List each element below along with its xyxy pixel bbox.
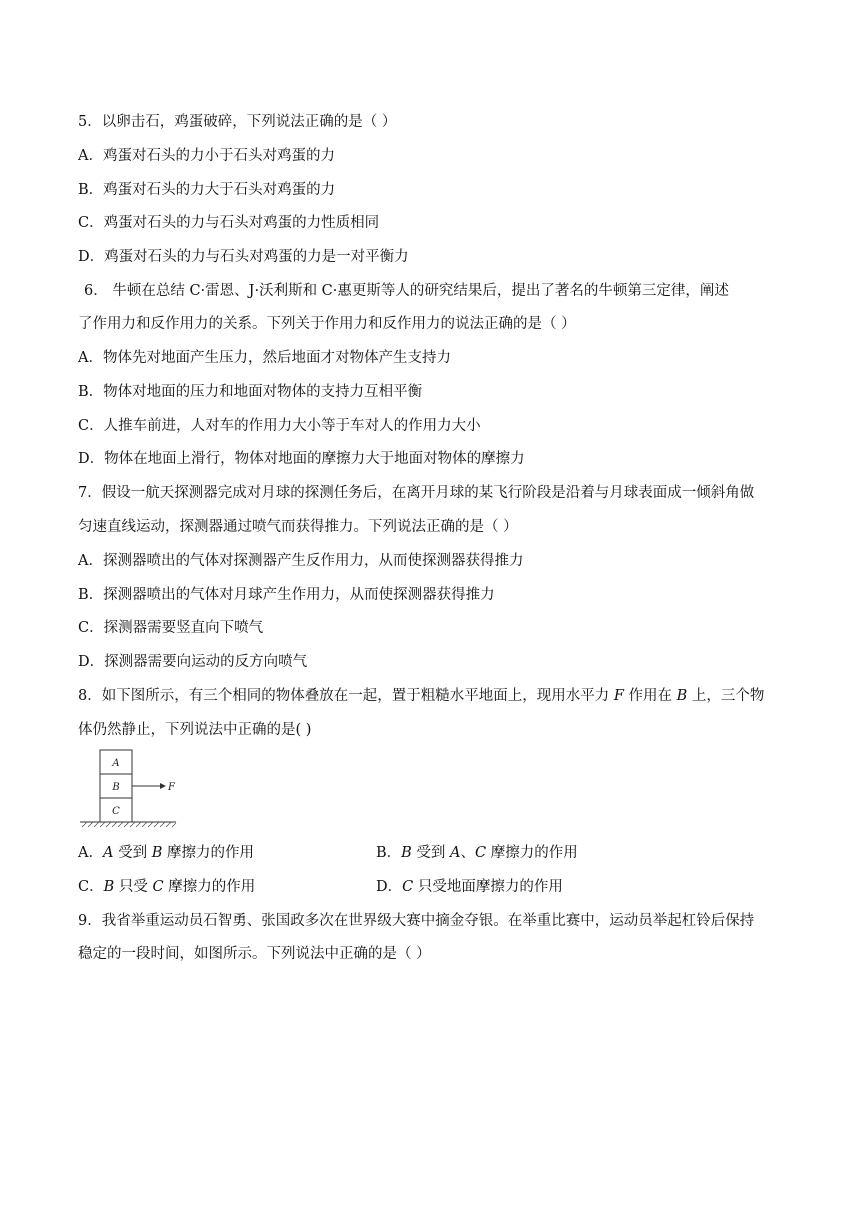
question-8-option-b xyxy=(376,843,578,863)
q8-option-text: A． xyxy=(78,845,103,861)
question-5-option-b: B．鸡蛋对石头的力大于石头对鸡蛋的力 xyxy=(78,182,336,198)
q8-option-text: 受到 xyxy=(411,845,451,861)
q8-option-var: A xyxy=(102,845,114,861)
question-8-stem-line-1 xyxy=(78,686,788,706)
q8-stem-text: 作用在 xyxy=(623,688,677,704)
q8-option-var: B xyxy=(401,845,412,861)
q8-option-var: C xyxy=(402,879,414,895)
question-5-option-a: A．鸡蛋对石头的力小于石头对鸡蛋的力 xyxy=(78,148,335,164)
q8-stem-var-f: F xyxy=(613,688,624,704)
q8-option-text: 、 xyxy=(460,845,476,861)
q8-option-text: 只受 xyxy=(114,879,153,895)
question-6-option-d: D．物体在地面上滑行，物体对地面的摩擦力大于地面对物体的摩擦力 xyxy=(78,451,525,467)
question-9-stem-line-1: 9．我省举重运动员石智勇、张国政多次在世界级大赛中摘金夺银。在举重比赛中，运动员举起杠铃后保持 xyxy=(78,913,755,929)
q8-stem-text: 8．如下图所示，有三个相同的物体叠放在一起，置于粗糙水平地面上，现用水平力 xyxy=(78,688,614,704)
q8-option-text: 受到 xyxy=(113,845,152,861)
question-7-option-d: D．探测器需要向运动的反方向喷气 xyxy=(78,654,308,670)
question-5-stem: 5．以卵击石，鸡蛋破碎，下列说法正确的是（ ） xyxy=(78,114,397,130)
block-a-label: A xyxy=(112,758,120,769)
question-8-option-c xyxy=(78,877,368,897)
force-label: F xyxy=(168,782,175,793)
q8-option-text: 摩擦力的作用 xyxy=(486,845,578,861)
ground-hatching xyxy=(82,822,176,827)
q8-option-var: B xyxy=(103,879,115,895)
q8-stem-var-b: B xyxy=(676,688,688,704)
q8-option-var: B xyxy=(151,845,163,861)
question-8-option-a xyxy=(78,843,368,863)
question-8-option-d xyxy=(376,877,563,897)
q8-option-var: A xyxy=(450,845,461,861)
question-6-option-b: B．物体对地面的压力和地面对物体的支持力互相平衡 xyxy=(78,384,423,400)
question-7-stem-line-2: 匀速直线运动，探测器通过喷气而获得推力。下列说法正确的是（ ） xyxy=(78,519,518,535)
question-8-stem-line-2: 体仍然静止，下列说法中正确的是( ) xyxy=(78,722,312,738)
question-6-stem-line-1: 6． 牛顿在总结 C·雷恩、J·沃利斯和 C·惠更斯等人的研究结果后，提出了著名的牛顿第三定律，阐述 xyxy=(84,283,729,299)
question-6-option-a: A．物体先对地面产生压力，然后地面才对物体产生支持力 xyxy=(78,350,451,366)
q8-option-text: 摩擦力的作用 xyxy=(162,845,254,861)
force-arrow-head xyxy=(160,783,166,789)
question-7-option-a: A．探测器喷出的气体对探测器产生反作用力，从而使探测器获得推力 xyxy=(78,553,524,569)
q8-option-text: D． xyxy=(376,879,403,895)
q8-stem-text: 上，三个物 xyxy=(687,688,765,704)
q8-option-text: 只受地面摩擦力的作用 xyxy=(413,879,563,895)
question-5-option-d: D．鸡蛋对石头的力与石头对鸡蛋的力是一对平衡力 xyxy=(78,249,409,265)
q8-option-text: C． xyxy=(78,879,104,895)
question-7-stem-line-1: 7．假设一航天探测器完成对月球的探测任务后，在离开月球的某飞行阶段是沿着与月球表面成一倾斜角做 xyxy=(78,485,755,501)
question-5-option-c: C．鸡蛋对石头的力与石头对鸡蛋的力性质相同 xyxy=(78,215,380,231)
question-9-stem-line-2: 稳定的一段时间，如图所示。下列说法中正确的是（ ） xyxy=(78,946,431,962)
q8-option-text: 摩擦力的作用 xyxy=(163,879,256,895)
question-7-option-b: B．探测器喷出的气体对月球产生作用力，从而使探测器获得推力 xyxy=(78,587,495,603)
stacked-blocks-figure xyxy=(80,746,190,832)
q8-option-var: C xyxy=(152,879,164,895)
q8-option-var: C xyxy=(475,845,487,861)
question-6-stem-line-2: 了作用力和反作用力的关系。下列关于作用力和反作用力的说法正确的是（ ） xyxy=(78,316,576,332)
block-c-label: C xyxy=(112,806,120,817)
q8-option-text: B． xyxy=(376,845,402,861)
question-6-option-c: C．人推车前进，人对车的作用力大小等于车对人的作用力大小 xyxy=(78,418,481,434)
question-7-option-c: C．探测器需要竖直向下喷气 xyxy=(78,620,264,636)
block-b-label: B xyxy=(112,782,120,793)
